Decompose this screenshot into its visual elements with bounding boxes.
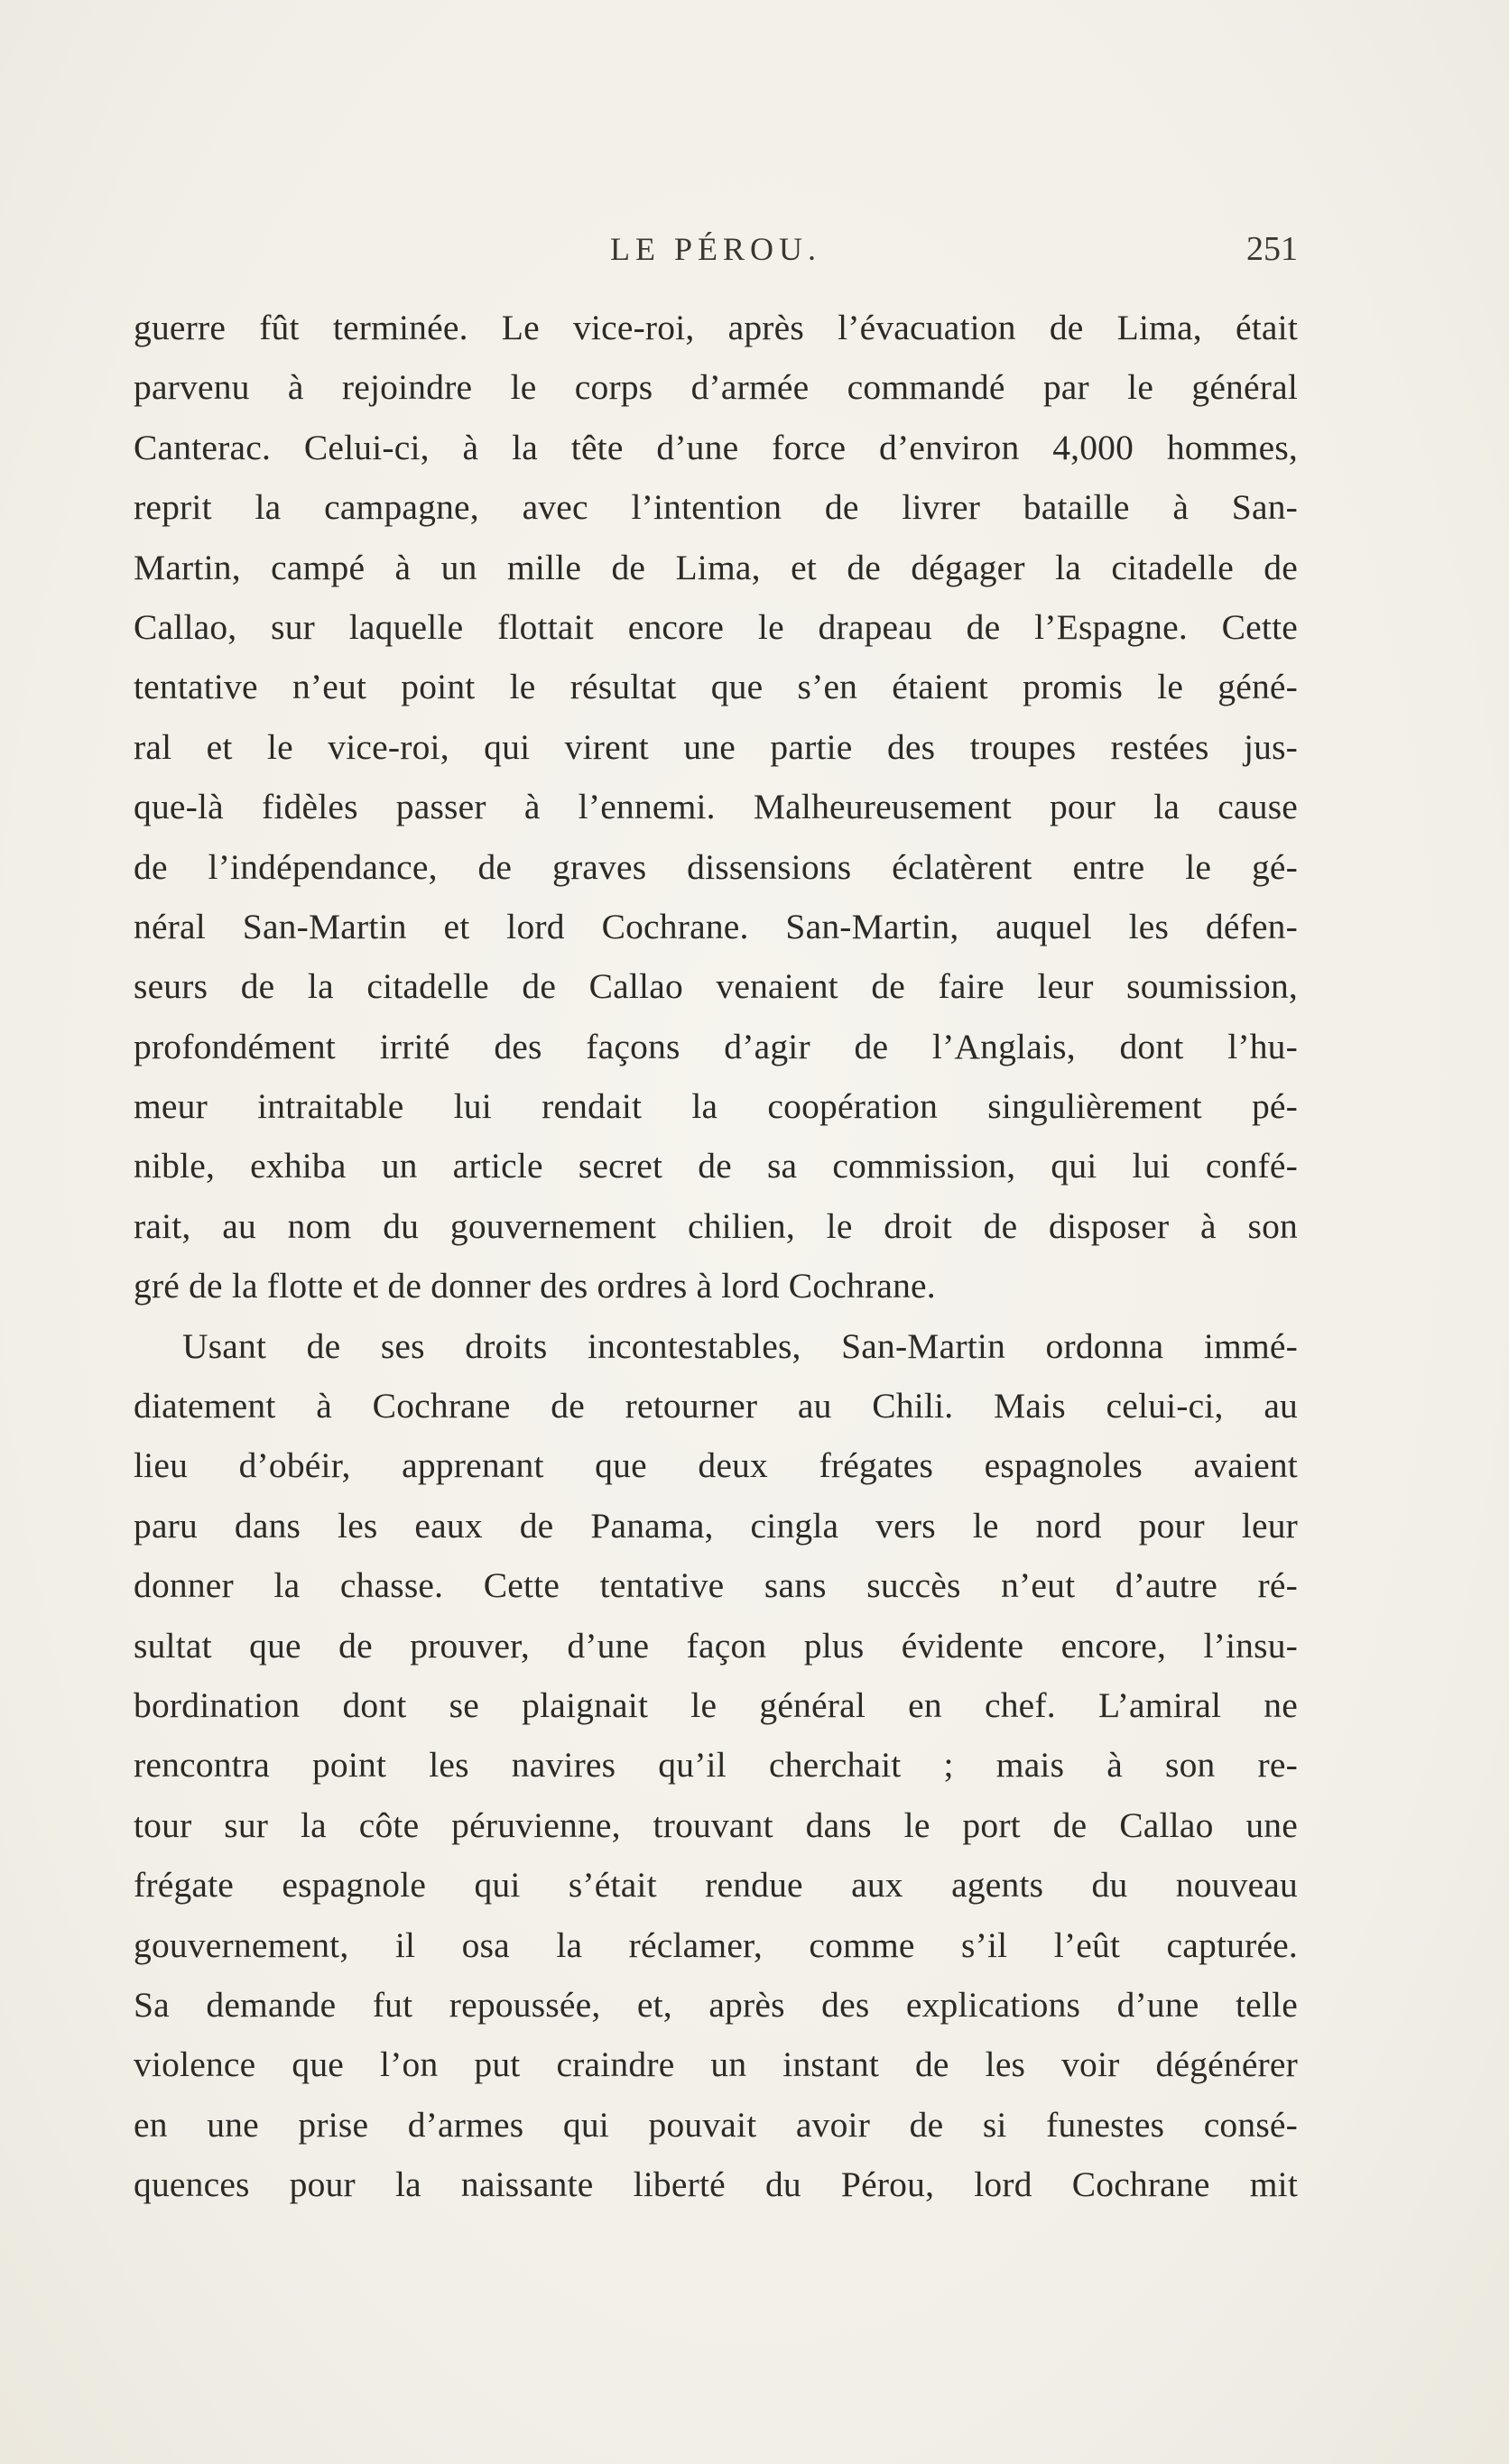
text-line: Sa demande fut repoussée, et, après des explications d’une telle: [134, 1984, 1298, 2025]
text-line: Canterac. Celui-ci, à la tête d’une force d’environ 4,000 hommes,: [134, 427, 1298, 467]
text-line: Callao, sur laquelle flottait encore le drapeau de l’Espagne. Cette: [134, 606, 1298, 647]
text-line: sultat que de prouver, d’une façon plus évidente encore, l’insu-: [134, 1625, 1298, 1666]
text-line: Martin, campé à un mille de Lima, et de dégager la citadelle de: [134, 547, 1298, 587]
text-line: tentative n’eut point le résultat que s’en étaient promis le géné-: [134, 667, 1298, 707]
text-line: ral et le vice-roi, qui virent une partie des troupes restées jus-: [134, 726, 1298, 767]
text-line: en une prise d’armes qui pouvait avoir de si funestes consé-: [134, 2104, 1298, 2145]
text-line: tour sur la côte péruvienne, trouvant dans le port de Callao une: [134, 1804, 1298, 1845]
text-line: diatement à Cochrane de retourner au Chili. Mais celui-ci, au: [134, 1386, 1298, 1426]
text-line: que-là fidèles passer à l’ennemi. Malheureusement pour la cause: [134, 787, 1298, 827]
text-line: de l’indépendance, de graves dissensions éclatèrent entre le gé-: [134, 846, 1298, 887]
text-line: rencontra point les navires qu’il cherchait ; mais à son re-: [134, 1745, 1298, 1786]
text-line: lieu d’obéir, apprenant que deux frégates espagnoles avaient: [134, 1445, 1298, 1486]
running-title: LE PÉROU.: [610, 231, 821, 267]
text-line: guerre fût terminée. Le vice-roi, après l’évacuation de Lima, était: [134, 308, 1298, 347]
text-line: gré de la flotte et de donner des ordres à lord Cochrane.: [134, 1266, 936, 1306]
text-line: néral San-Martin et lord Cochrane. San-Martin, auquel les défen-: [134, 906, 1298, 946]
text-line: gouvernement, il osa la réclamer, comme s’il l’eût capturée.: [134, 1924, 1298, 1965]
page-header: [134, 222, 1298, 276]
text-line: violence que l’on put craindre un instant de les voir dégénérer: [134, 2044, 1298, 2085]
text-line: paru dans les eaux de Panama, cingla vers le nord pour leur: [134, 1505, 1298, 1546]
text-line: quences pour la naissante liberté du Pérou, lord Cochrane mit: [134, 2164, 1298, 2205]
text-line: seurs de la citadelle de Callao venaient de faire leur soumission,: [134, 966, 1298, 1007]
text-line: profondément irrité des façons d’agir de l’Anglais, dont l’hu-: [134, 1026, 1298, 1066]
text-line: rait, au nom du gouvernement chilien, le droit de disposer à son: [134, 1205, 1298, 1246]
text-line: parvenu à rejoindre le corps d’armée commandé par le général: [134, 367, 1298, 408]
text-line: bordination dont se plaignait le général en chef. L’amiral ne: [134, 1684, 1298, 1725]
text-line: reprit la campagne, avec l’intention de livrer bataille à San-: [134, 487, 1298, 528]
text-line: frégate espagnole qui s’était rendue aux agents du nouveau: [134, 1865, 1298, 1906]
text-line: donner la chasse. Cette tentative sans succès n’eut d’autre ré-: [134, 1565, 1298, 1606]
page-number: 251: [1246, 230, 1298, 268]
body-text: [134, 298, 1298, 2215]
text-line: Usant de ses droits incontestables, San-Martin ordonna immé-: [182, 1325, 1298, 1366]
text-line: meur intraitable lui rendait la coopération singulièrement pé-: [134, 1086, 1298, 1127]
text-line: nible, exhiba un article secret de sa commission, qui lui confé-: [134, 1146, 1298, 1186]
